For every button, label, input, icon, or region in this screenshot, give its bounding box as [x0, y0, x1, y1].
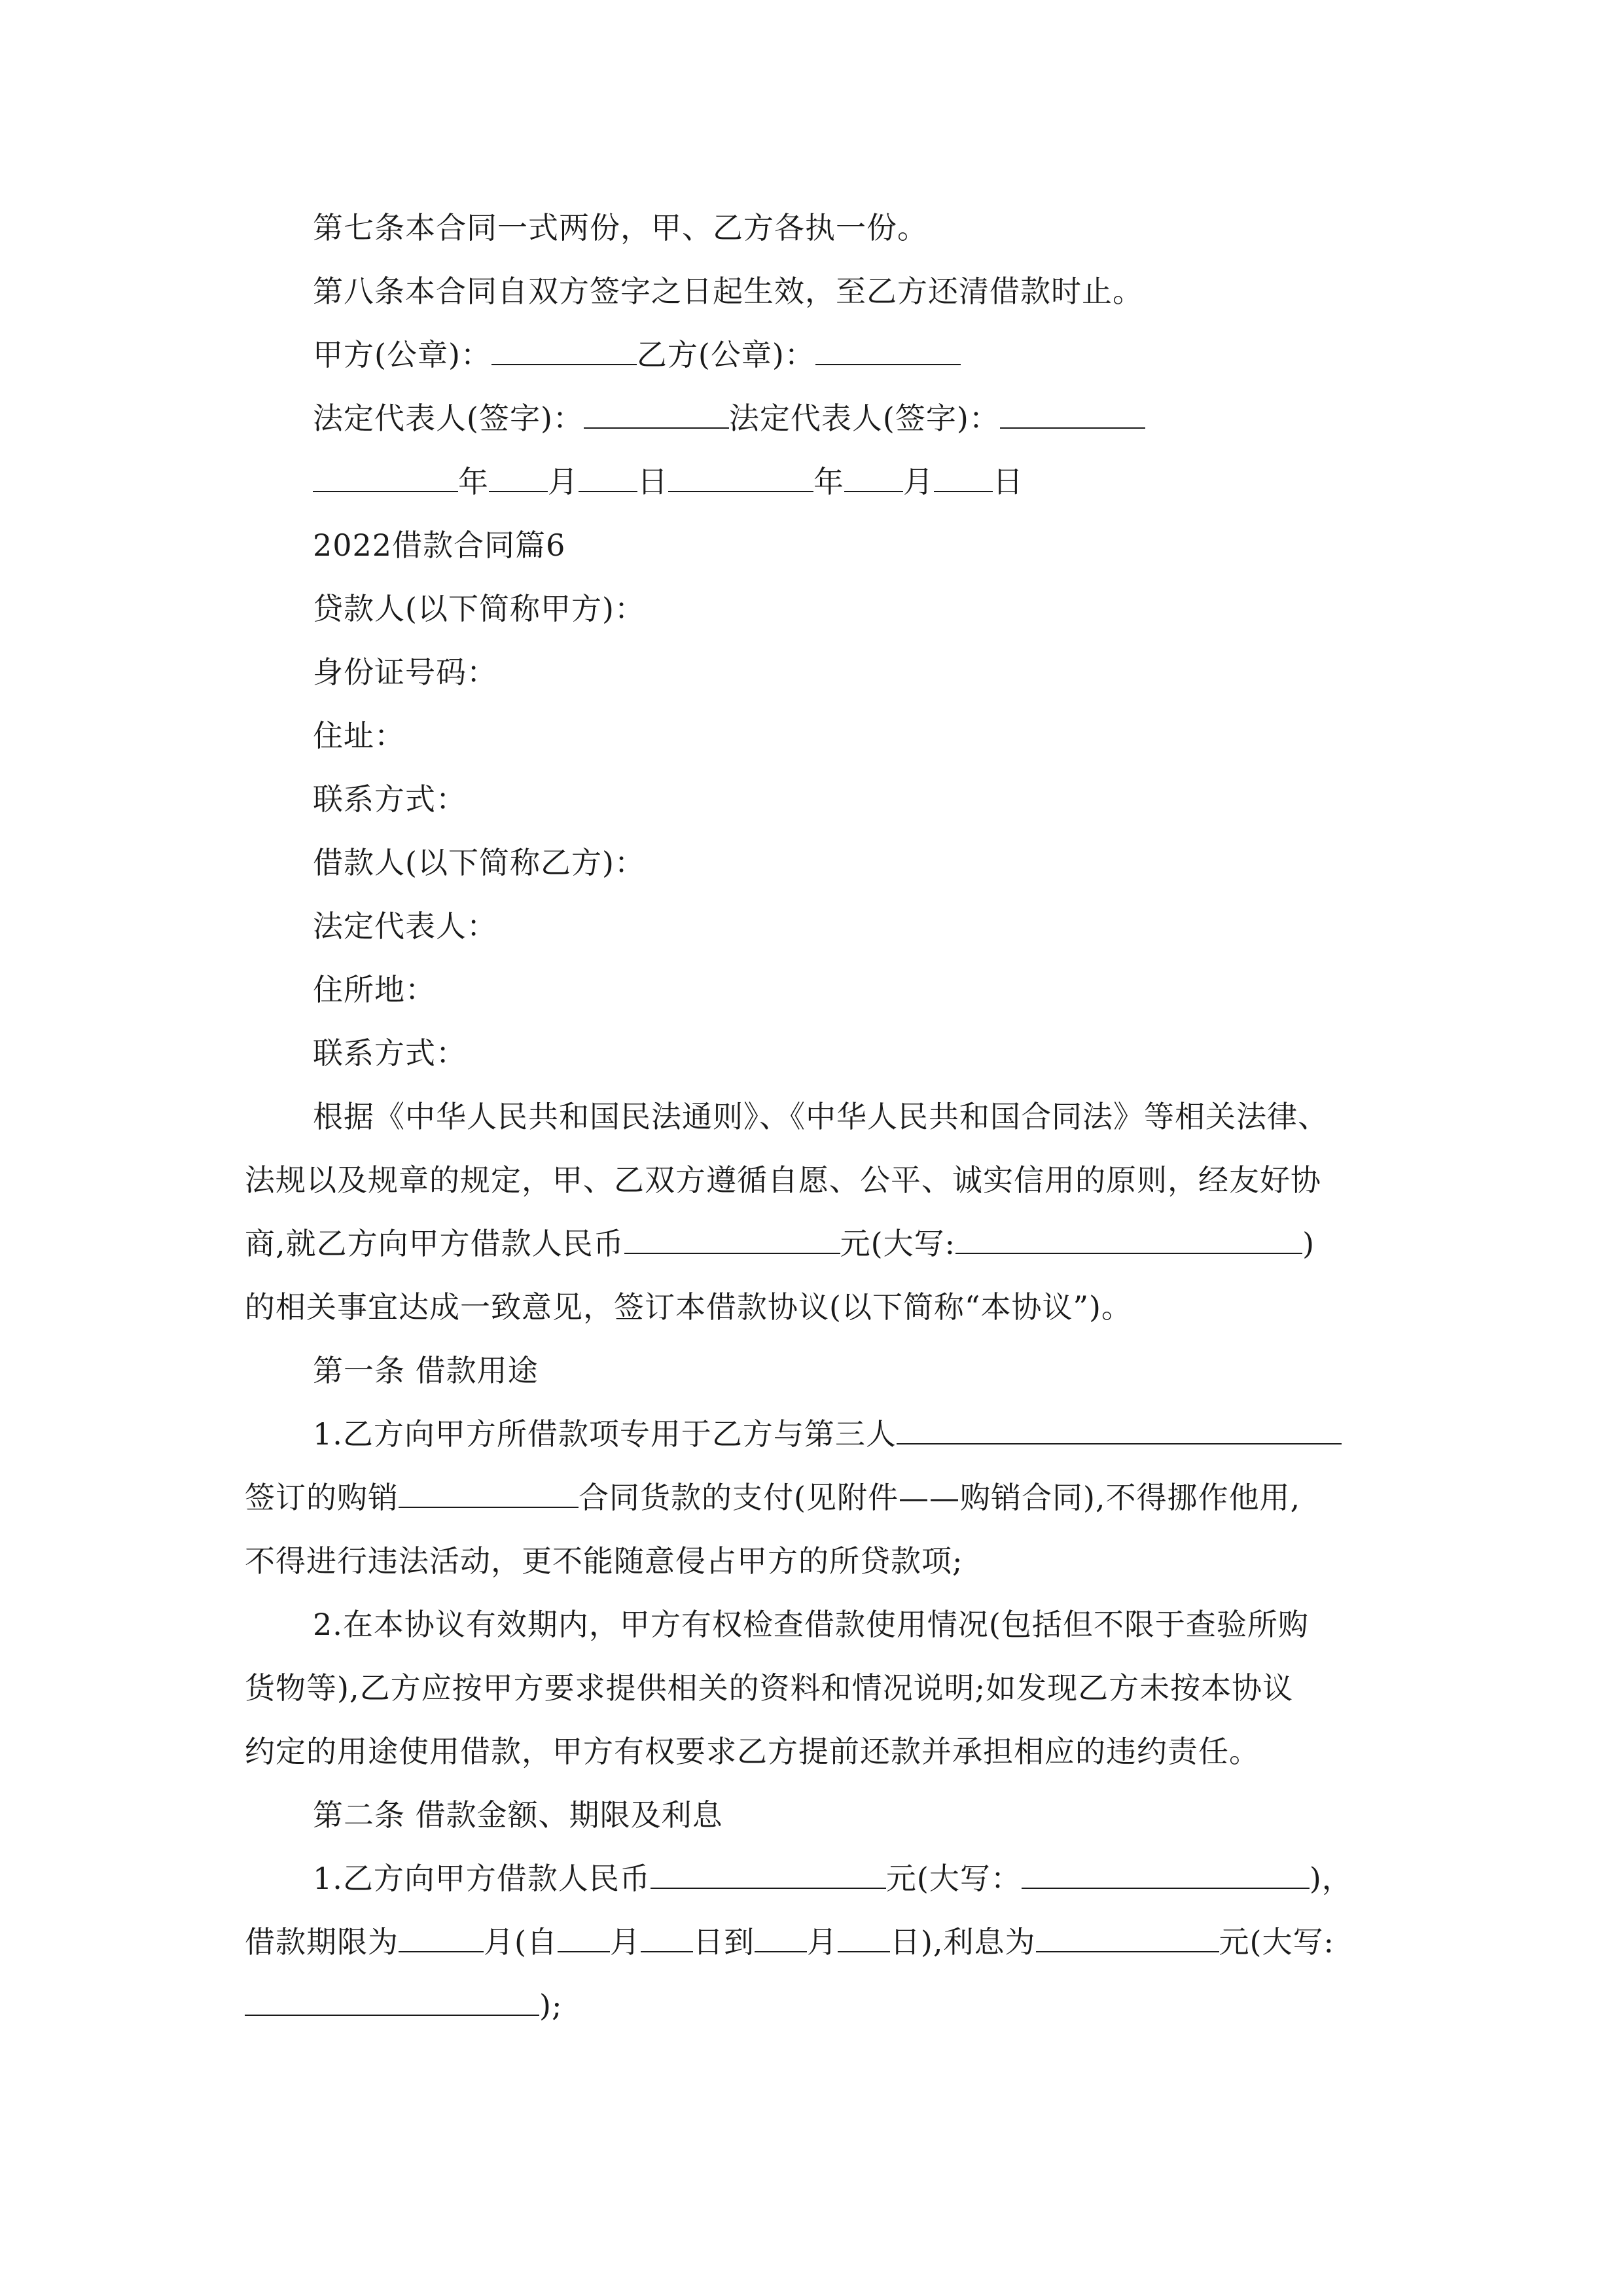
year-blank-a	[313, 465, 458, 492]
intro-line-3	[245, 1224, 1315, 1263]
year-label-a: 年	[458, 464, 489, 499]
id-number-field: 身份证号码：	[313, 655, 497, 690]
a1-line1-text: 1.乙方向甲方所借款项专用于乙方与第三人	[313, 1416, 897, 1452]
intro-line-4: 的相关事宜达成一致意见，签订本借款协议(以下简称“本协议”)。	[245, 1289, 1132, 1325]
purchase-contract-blank	[399, 1480, 579, 1508]
legal-rep-field: 法定代表人：	[313, 908, 497, 944]
rep-b-sign-blank	[1000, 401, 1145, 429]
clause-7: 第七条本合同一式两份，甲、乙方各执一份。	[313, 210, 928, 245]
contract-heading: 2022借款合同篇6	[313, 528, 566, 563]
intro-capital-blank	[955, 1227, 1302, 1254]
interest-blank	[1036, 1925, 1219, 1952]
term-from-label: 月(自	[484, 1924, 558, 1960]
a1-line2-suffix: 合同货款的支付(见附件——购销合同),不得挪作他用,	[579, 1480, 1301, 1515]
a1-line2-prefix: 签订的购销	[245, 1480, 399, 1515]
day-label-b: 日	[993, 464, 1024, 499]
term-label: 借款期限为	[245, 1924, 399, 1960]
year-blank-b	[668, 465, 813, 492]
article-2-heading: 第二条 借款金额、期限及利息	[313, 1797, 723, 1833]
party-b-seal-blank	[815, 338, 961, 365]
month-label-a: 月	[548, 464, 579, 499]
third-party-blank	[897, 1417, 1342, 1444]
signature-line	[313, 399, 1145, 438]
loan-capital-label: 元(大写：	[885, 1861, 1022, 1896]
article-2-item-1-line-2	[245, 1922, 1334, 1962]
party-b-seal-label: 乙方(公章)：	[636, 337, 815, 372]
rep-a-sign-blank	[584, 401, 729, 429]
article-1-item-1-line-1	[313, 1414, 1342, 1454]
intro-line-1: 根据《中华人民共和国民法通则》、《中华人民共和国合同法》等相关法律、	[313, 1099, 1329, 1134]
day-label-a: 日	[637, 464, 668, 499]
borrower-contact-field: 联系方式：	[313, 1035, 467, 1071]
article-1-item-1-line-3: 不得进行违法活动，更不能随意侵占甲方的所贷款项;	[245, 1543, 963, 1579]
rep-a-sign-label: 法定代表人(签字)：	[313, 401, 584, 436]
party-a-seal-label: 甲方(公章)：	[313, 337, 491, 372]
seal-line	[313, 335, 961, 374]
article-1-heading: 第一条 借款用途	[313, 1353, 539, 1388]
loan-amount-blank	[651, 1861, 886, 1889]
article-2-item-1-line-1	[313, 1859, 1353, 1898]
interest-close-paren: );	[539, 1988, 563, 2023]
day-blank-a	[579, 465, 637, 492]
to-month-label: 月	[806, 1924, 838, 1960]
intro-capital-label: 元(大写:	[840, 1226, 956, 1261]
month-blank-a	[489, 465, 548, 492]
year-label-b: 年	[813, 464, 844, 499]
lender-field: 贷款人(以下简称甲方)：	[313, 591, 645, 626]
from-day-blank	[641, 1925, 693, 1952]
intro-close-paren: )	[1302, 1226, 1315, 1261]
intro-amount-blank	[624, 1227, 840, 1254]
domicile-field: 住所地：	[313, 972, 436, 1007]
clause-8: 第八条本合同自双方签字之日起生效，至乙方还清借款时止。	[313, 274, 1143, 309]
term-months-blank	[399, 1925, 484, 1952]
loan-capital-blank	[1022, 1861, 1310, 1889]
intro-amount-label: 商,就乙方向甲方借款人民币	[245, 1226, 624, 1261]
borrower-field: 借款人(以下简称乙方)：	[313, 845, 645, 880]
intro-line-2: 法规以及规章的规定，甲、乙双方遵循自愿、公平、诚实信用的原则，经友好协	[245, 1162, 1321, 1198]
date-line	[313, 462, 1024, 501]
article-2-item-1-line-3	[245, 1986, 562, 2025]
address-field: 住址：	[313, 718, 405, 753]
to-day-blank	[838, 1925, 890, 1952]
article-1-item-1-line-2	[245, 1478, 1300, 1517]
rep-b-sign-label: 法定代表人(签字)：	[728, 401, 1000, 436]
month-blank-b	[844, 465, 903, 492]
article-1-item-2-line-1: 2.在本协议有效期内，甲方有权检查借款使用情况(包括但不限于查验所购	[313, 1607, 1309, 1642]
loan-close-paren: )，	[1309, 1861, 1353, 1896]
from-month-blank	[558, 1925, 610, 1952]
to-month-blank	[755, 1925, 807, 1952]
interest-capital-blank	[245, 1988, 539, 2016]
to-label: 日到	[692, 1924, 755, 1960]
month-label-b: 月	[903, 464, 934, 499]
lender-contact-field: 联系方式：	[313, 781, 467, 817]
article-1-item-2-line-2: 货物等),乙方应按甲方要求提供相关的资料和情况说明;如发现乙方未按本协议	[245, 1670, 1294, 1706]
interest-label: 日),利息为	[889, 1924, 1036, 1960]
interest-capital-label: 元(大写:	[1219, 1924, 1334, 1960]
article-1-item-2-line-3: 约定的用途使用借款，甲方有权要求乙方提前还款并承担相应的违约责任。	[245, 1734, 1260, 1769]
from-month-label: 月	[609, 1924, 641, 1960]
loan-amount-label: 1.乙方向甲方借款人民币	[313, 1861, 651, 1896]
day-blank-b	[934, 465, 993, 492]
party-a-seal-blank	[491, 338, 637, 365]
